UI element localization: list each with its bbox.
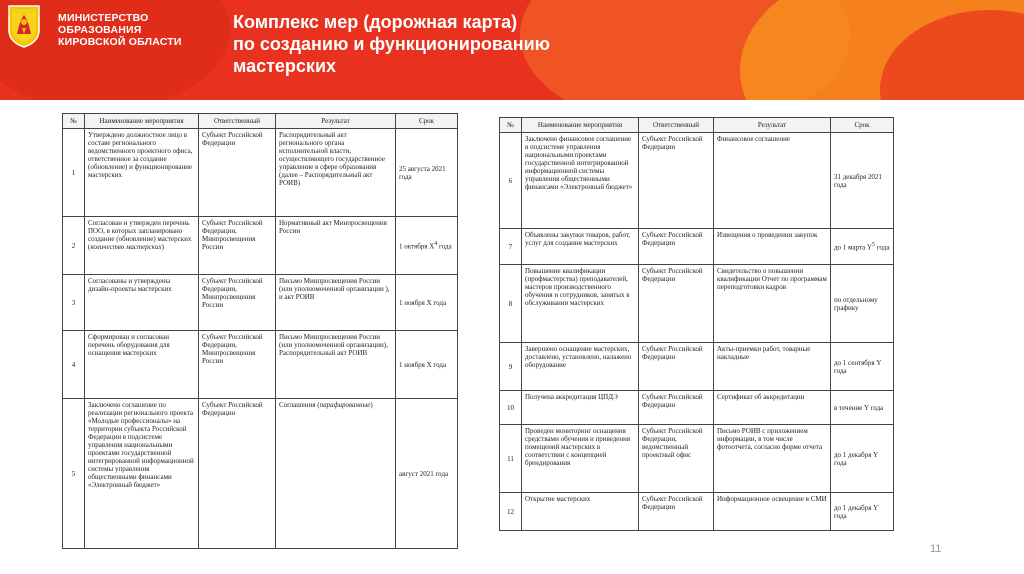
table-row	[63, 129, 458, 217]
row-number: 10	[500, 391, 522, 425]
row-number: 11	[500, 425, 522, 493]
text-part: Соглашения (	[279, 401, 320, 409]
row-event-name: Заключено соглашение по реализации регионального проекта «Молодые профессионалы» на территории субъекта Российской Федерации в подсистеме управления национальными проектами государственной интегрированной информационной системы управления общественными финансами «Электронный бюджет»	[85, 399, 199, 549]
org-line: МИНИСТЕРСТВО	[58, 12, 149, 24]
roadmap-table-right	[499, 117, 894, 531]
row-result: Свидетельство о повышении квалификации Отчет по программам переподготовки кадров	[714, 265, 831, 343]
header-banner	[0, 0, 1024, 100]
slide-title	[233, 11, 550, 77]
header-responsible: Ответственный	[639, 118, 714, 133]
row-number: 7	[500, 229, 522, 265]
row-result: Финансовое соглашение	[714, 133, 831, 229]
row-event-name: Проведен мониторинг оснащения средствами обучения и приведения помещений мастерских в соответствии с концепцией брендирования	[522, 425, 639, 493]
header-number: №	[500, 118, 522, 133]
page-number: 11	[930, 543, 942, 555]
row-event-name: Объявлены закупки товаров, работ, услуг для создания мастерских	[522, 229, 639, 265]
row-event-name: Сформирован и согласован перечень оборудования для оснащения мастерских	[85, 331, 199, 399]
row-deadline: до 1 сентября Y года	[831, 343, 894, 391]
row-responsible: Субъект Российской Федерации	[199, 129, 276, 217]
roadmap-table-left	[62, 113, 458, 549]
title-line: по созданию и функционированию	[233, 34, 551, 54]
table-row	[500, 425, 894, 493]
row-number: 2	[63, 217, 85, 275]
row-number: 9	[500, 343, 522, 391]
row-number: 1	[63, 129, 85, 217]
table-header-row	[63, 114, 458, 129]
table-row	[63, 331, 458, 399]
row-responsible: Субъект Российской Федерации	[199, 399, 276, 549]
row-event-name: Получена аккредитация ЦПДЭ	[522, 391, 639, 425]
row-deadline	[396, 217, 458, 275]
row-result: Письмо Минпросвещения России (или уполномоченной организации), Распорядительный акт РОИВ	[276, 331, 396, 399]
text-part-italic: количество мастерских	[90, 243, 162, 251]
row-deadline: 1 ноября Х года	[396, 331, 458, 399]
row-number: 8	[500, 265, 522, 343]
row-event-name: Согласованы и утверждены дизайн-проекты мастерских	[85, 275, 199, 331]
title-line: мастерских	[233, 56, 337, 76]
row-event-name: Повышение квалификации (профмастерства) преподавателей, мастеров производственного обучения и сотрудников, занятых в обслуживании мастерских	[522, 265, 639, 343]
text-part: года	[437, 242, 452, 251]
row-responsible: Субъект Российской Федерации, Минпросвещения России	[199, 275, 276, 331]
row-responsible: Субъект Российской Федерации	[639, 229, 714, 265]
row-number: 12	[500, 493, 522, 531]
row-number: 6	[500, 133, 522, 229]
row-deadline	[831, 229, 894, 265]
row-responsible: Субъект Российской Федерации	[639, 133, 714, 229]
text-part: )	[370, 401, 373, 409]
row-number: 4	[63, 331, 85, 399]
table-row	[63, 275, 458, 331]
row-responsible: Субъект Российской Федерации, Минпросвещения России	[199, 217, 276, 275]
text-part-italic: парафированные	[319, 401, 371, 409]
header-deadline: Срок	[396, 114, 458, 129]
row-result: Акты-приемки работ, товарные накладные	[714, 343, 831, 391]
row-number: 3	[63, 275, 85, 331]
row-responsible: Субъект Российской Федерации	[639, 391, 714, 425]
header-result: Результат	[276, 114, 396, 129]
text-part: Согласован и утвержден перечень ПОО, в которых запланировано создание (обновление) мастерских (	[88, 219, 192, 251]
header-event-name: Наименование мероприятия	[522, 118, 639, 133]
table-row	[500, 229, 894, 265]
org-line: ОБРАЗОВАНИЯ	[58, 24, 142, 36]
row-deadline: по отдельному графику	[831, 265, 894, 343]
text-part: )	[161, 243, 165, 251]
row-event-name	[85, 217, 199, 275]
row-result: Нормативный акт Минпросвещения России	[276, 217, 396, 275]
row-result: Письмо РОИВ с приложением информации, в том числе фотоотчета, согласно форме отчета	[714, 425, 831, 493]
table-row	[500, 391, 894, 425]
row-deadline: август 2021 года	[396, 399, 458, 549]
coat-of-arms-icon	[6, 4, 42, 48]
table-row	[500, 343, 894, 391]
header-number: №	[63, 114, 85, 129]
org-line: КИРОВСКОЙ ОБЛАСТИ	[58, 36, 182, 48]
row-event-name: Открытие мастерских	[522, 493, 639, 531]
header-responsible: Ответственный	[199, 114, 276, 129]
row-event-name: Заключено финансовое соглашение в подсистеме управления национальными проектами государственной интегрированной информационной системы управления общественными финансами «Электронный бюджет»	[522, 133, 639, 229]
row-event-name: Завершено оснащение мастерских, доставлено, установлено, налажено оборудование	[522, 343, 639, 391]
row-responsible: Субъект Российской Федерации	[639, 343, 714, 391]
row-result: Извещения о проведении закупок	[714, 229, 831, 265]
table-row	[500, 265, 894, 343]
row-event-name: Утверждено должностное лицо в составе регионального ведомственного проектного офиса, ответственное за создание (обновление) и функционирование мастерских	[85, 129, 199, 217]
row-deadline: 31 декабря 2021 года	[831, 133, 894, 229]
title-line: Комплекс мер (дорожная карта)	[233, 12, 518, 32]
row-result	[276, 399, 396, 549]
organization-name	[58, 12, 182, 48]
header-event-name: Наименование мероприятия	[85, 114, 199, 129]
table-row	[63, 217, 458, 275]
row-deadline: до 1 декабря Y года	[831, 425, 894, 493]
row-deadline: в течение Y года	[831, 391, 894, 425]
row-result: Письмо Минпросвещения России (или уполномоченной организации ), и акт РОИВ	[276, 275, 396, 331]
table-row	[500, 493, 894, 531]
row-result: Информационное освещение в СМИ	[714, 493, 831, 531]
row-responsible: Субъект Российской Федерации	[639, 265, 714, 343]
footnote-mark: 4	[434, 241, 438, 248]
row-responsible: Субъект Российской Федерации, ведомственный проектный офис	[639, 425, 714, 493]
header-deadline: Срок	[831, 118, 894, 133]
row-number: 5	[63, 399, 85, 549]
footnote-mark: 5	[872, 242, 875, 249]
text-part: 1 октября Х	[399, 242, 435, 251]
table-header-row	[500, 118, 894, 133]
row-result: Сертификат об аккредитации	[714, 391, 831, 425]
table-row	[500, 133, 894, 229]
row-responsible: Субъект Российской Федерации	[639, 493, 714, 531]
row-deadline: до 1 декабря Y года	[831, 493, 894, 531]
text-part: года	[874, 243, 890, 252]
row-result: Распорядительный акт регионального органа исполнительной власти, осуществляющего государственное управление в сфере образования (далее – Распорядительный акт РОИВ)	[276, 129, 396, 217]
text-part: до 1 марта Y	[834, 243, 873, 252]
row-deadline: 25 августа 2021 года	[396, 129, 458, 217]
header-result: Результат	[714, 118, 831, 133]
row-deadline: 1 ноября Х года	[396, 275, 458, 331]
row-responsible: Субъект Российской Федерации, Минпросвещения России	[199, 331, 276, 399]
table-row	[63, 399, 458, 549]
